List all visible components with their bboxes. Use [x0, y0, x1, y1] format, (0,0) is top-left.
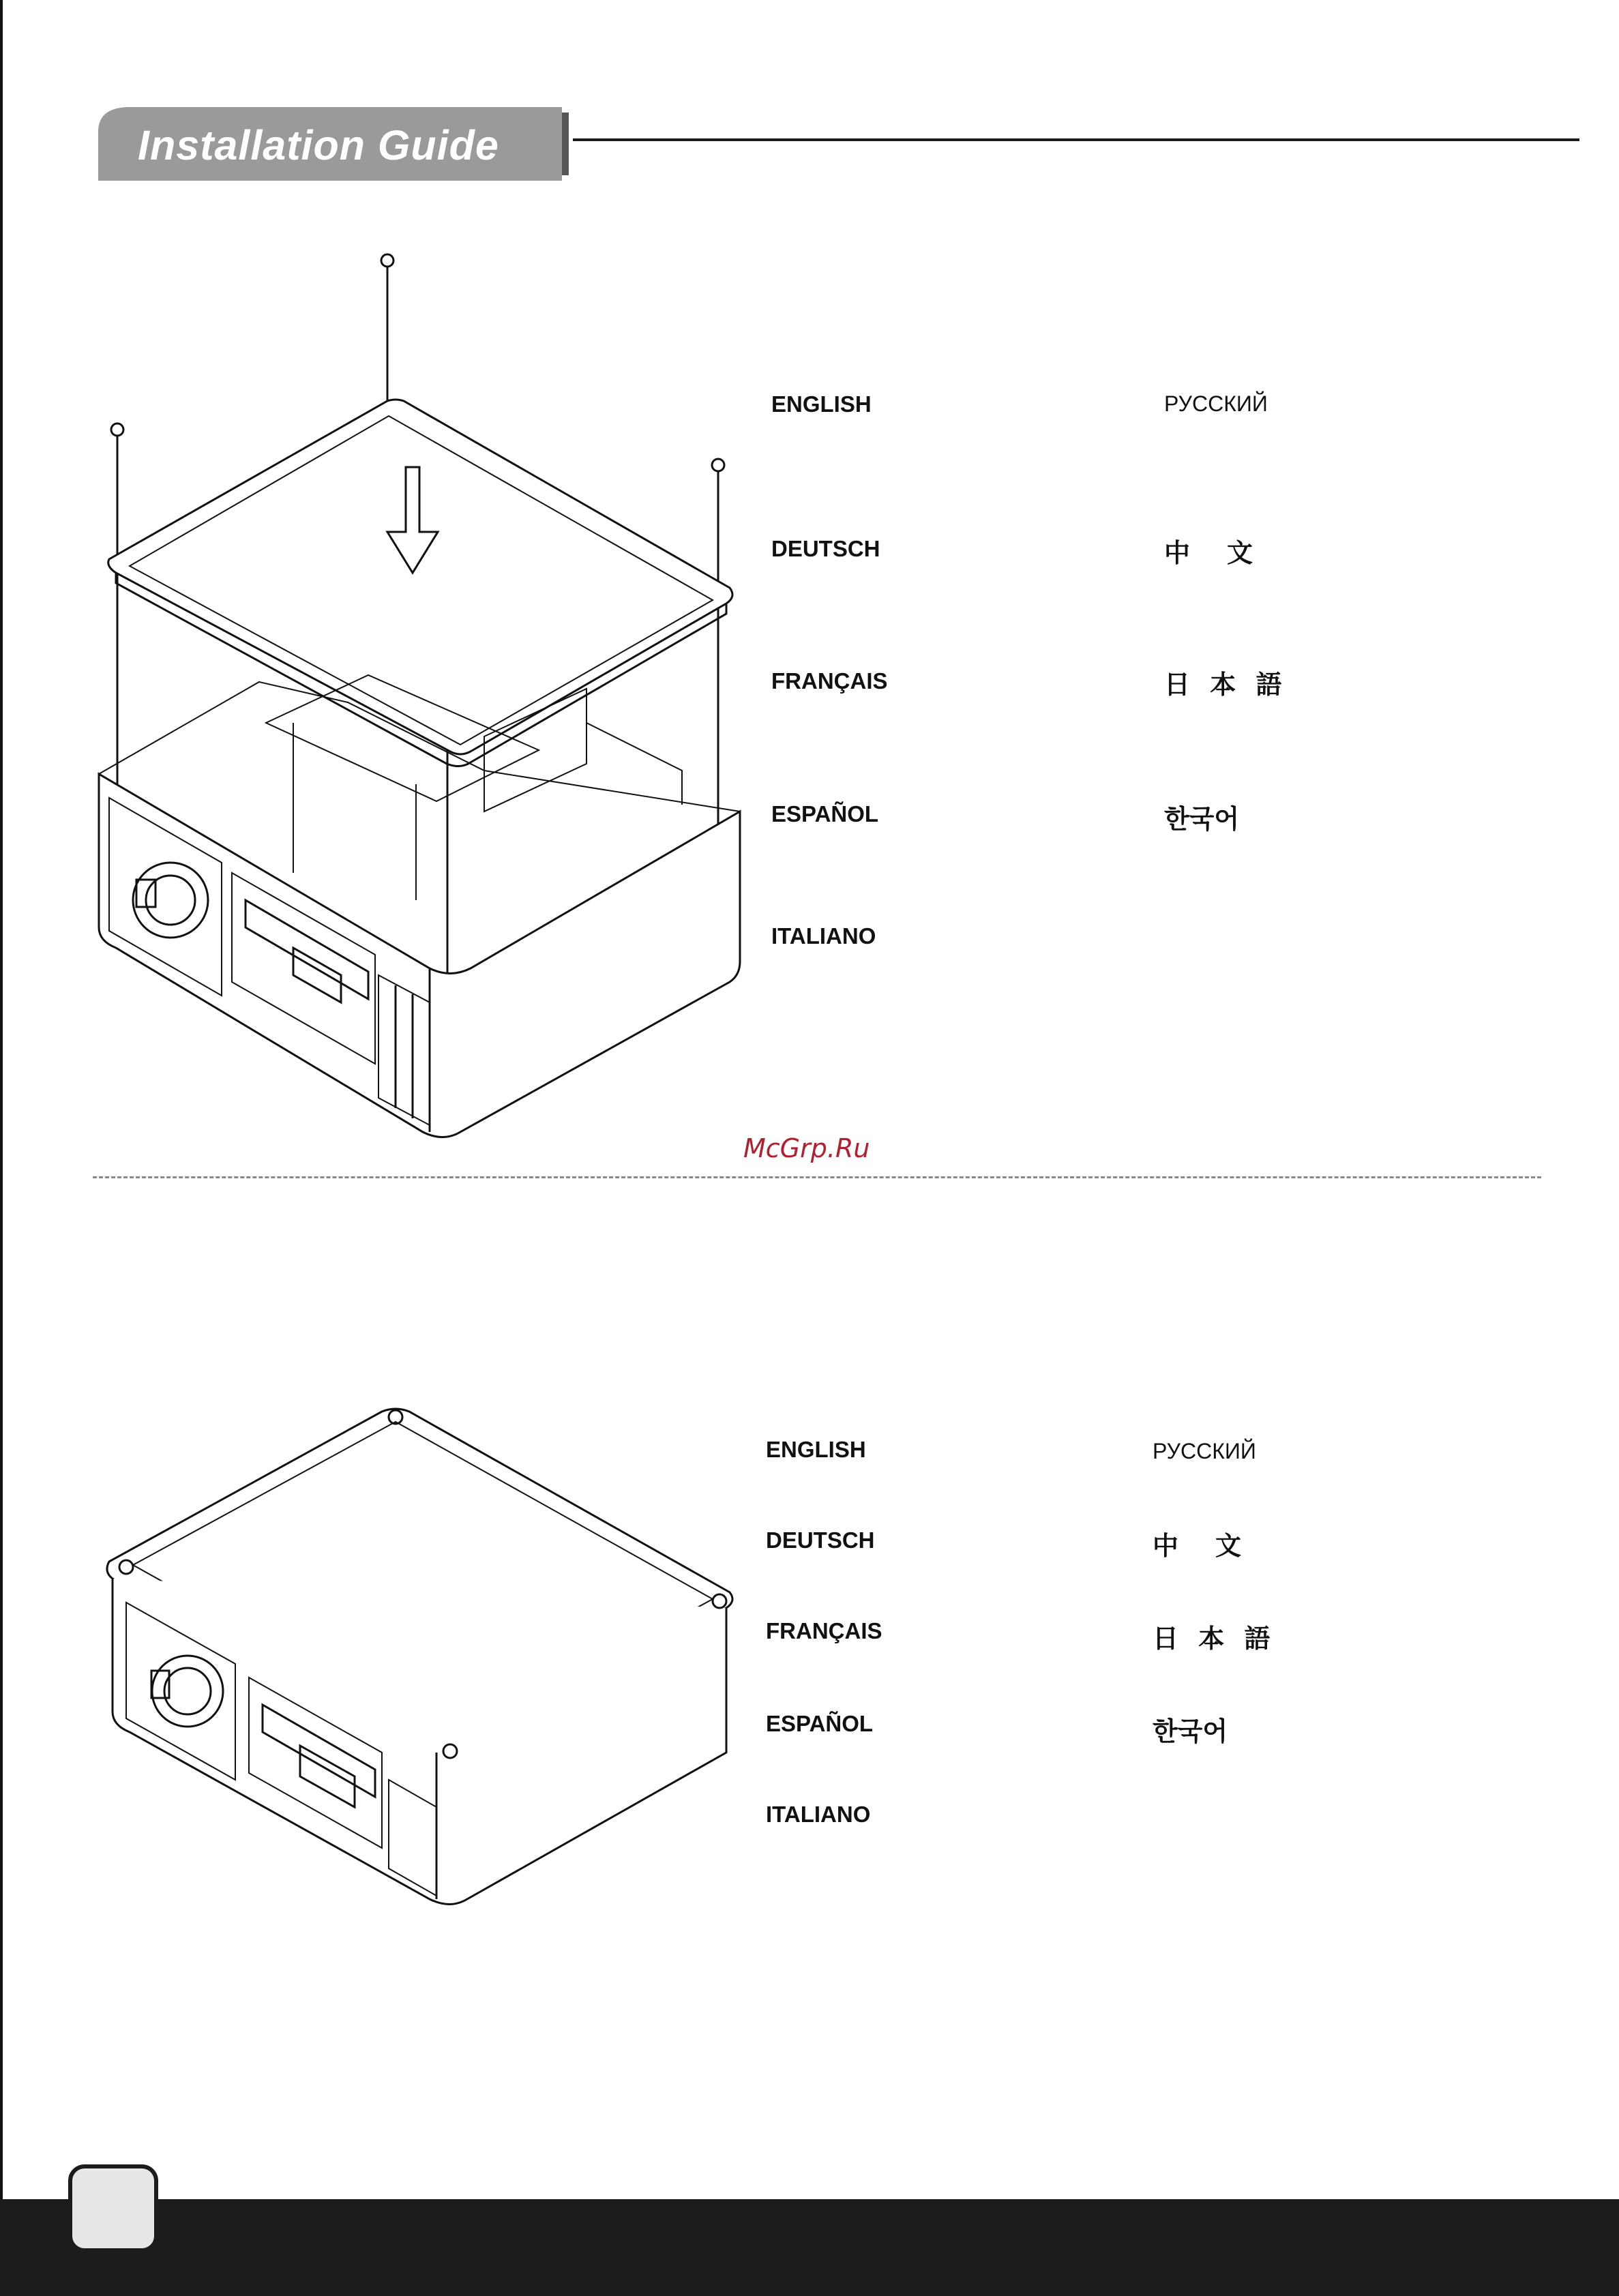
lang-korean: 한국어 — [1153, 1716, 1228, 1746]
assembled-case-illustration — [95, 1398, 750, 1909]
page-title: Installation Guide — [138, 122, 499, 168]
lang-francais: FRANÇAIS — [771, 668, 888, 694]
lang-chinese: 中 文 — [1153, 1531, 1247, 1561]
watermark: McGrp.Ru — [743, 1133, 870, 1163]
lang-japanese: 日 本 語 — [1153, 1624, 1276, 1654]
lang-italiano: ITALIANO — [771, 923, 876, 949]
lang-deutsch: DEUTSCH — [771, 536, 880, 561]
lang-english: ENGLISH — [771, 391, 872, 417]
header-rule — [573, 138, 1579, 141]
lang-italiano: ITALIANO — [766, 1802, 871, 1827]
left-border — [0, 0, 3, 2296]
screw-icon — [712, 459, 724, 825]
lang-francais: FRANÇAIS — [766, 1618, 882, 1643]
lang-korean: 한국어 — [1164, 804, 1240, 834]
lang-english: ENGLISH — [766, 1437, 866, 1462]
screw-icon — [111, 423, 123, 784]
lang-russian: РУССКИЙ — [1164, 391, 1268, 416]
lang-espanol: ESPAÑOL — [771, 801, 879, 826]
lang-deutsch: DEUTSCH — [766, 1527, 875, 1553]
page-number-box — [68, 2164, 158, 2252]
lang-russian: РУССКИЙ — [1153, 1439, 1256, 1463]
lang-japanese: 日 本 語 — [1164, 670, 1288, 700]
lang-chinese: 中 文 — [1164, 538, 1259, 568]
lang-espanol: ESPAÑOL — [766, 1711, 874, 1736]
footer-bar — [0, 2199, 1619, 2296]
computer-case-illustration — [89, 245, 757, 1146]
section-divider — [93, 1176, 1541, 1178]
screw-icon — [381, 254, 393, 402]
